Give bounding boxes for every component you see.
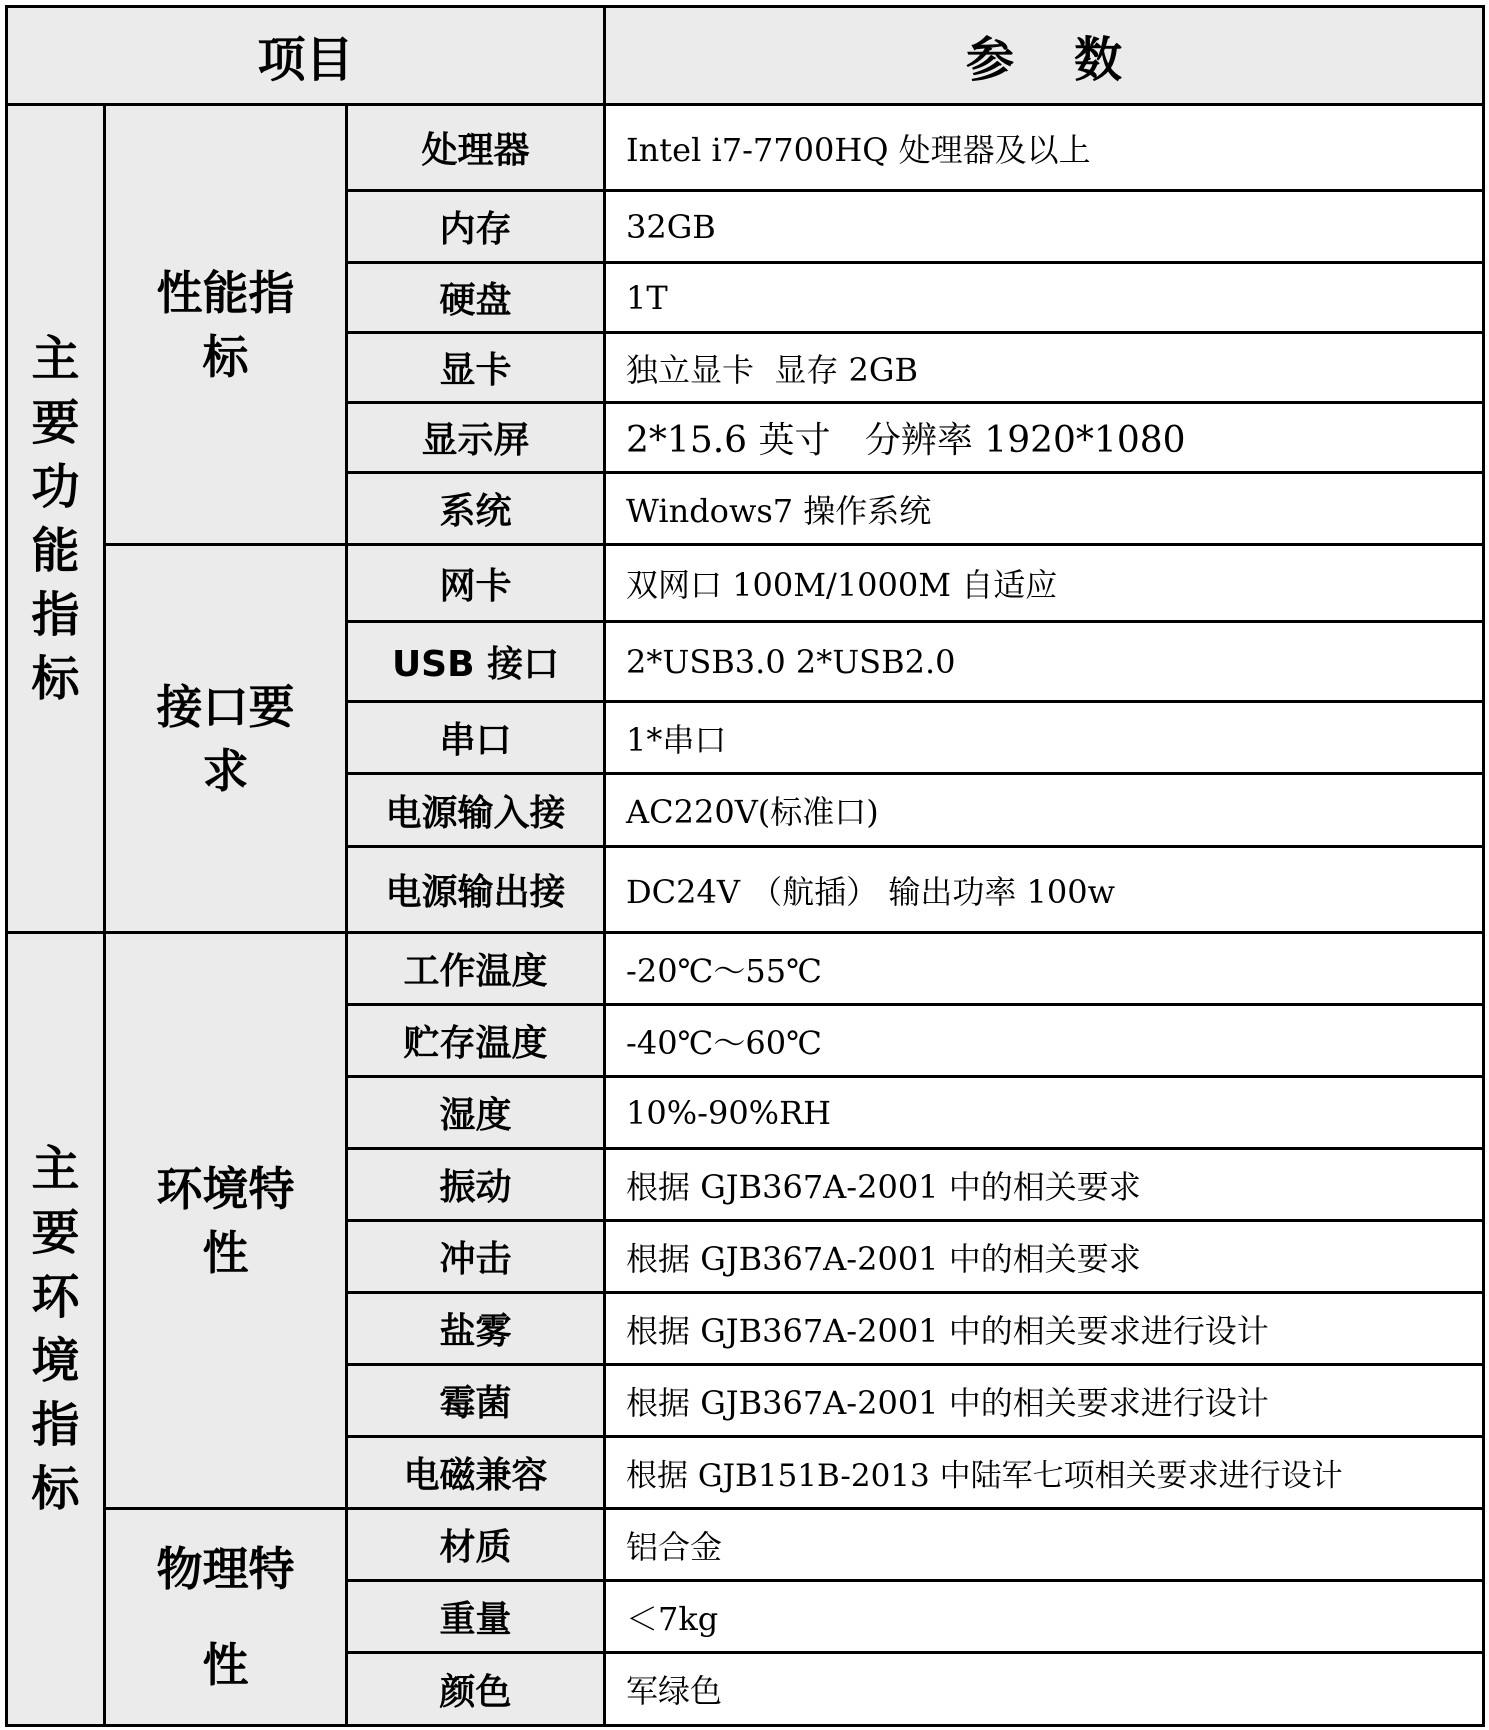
- group-physical: [105, 1509, 347, 1726]
- spec-table: [5, 5, 1485, 1727]
- table-row: [7, 545, 1484, 622]
- group-label: 环境特性: [156, 1161, 295, 1280]
- table-row: [7, 105, 1484, 191]
- value-cell: 10%-90%RH: [605, 1077, 1484, 1149]
- value-cell: Windows7 操作系统: [605, 473, 1484, 545]
- value-cell: 2*USB3.0 2*USB2.0: [605, 622, 1484, 702]
- item-cell: 显示屏: [347, 403, 605, 473]
- header-item-label: 项目: [257, 32, 354, 88]
- group-label: 物理特性: [156, 1542, 295, 1692]
- value-cell: 1*串口: [605, 702, 1484, 774]
- item-cell: 材质: [347, 1509, 605, 1581]
- header-row: [7, 7, 1484, 105]
- value-cell: 根据 GJB367A-2001 中的相关要求: [605, 1149, 1484, 1221]
- item-cell: 电源输入接: [347, 774, 605, 847]
- item-cell: 硬盘: [347, 263, 605, 333]
- group-label: 接口要求: [156, 679, 295, 798]
- item-cell: 霉菌: [347, 1365, 605, 1437]
- table-row: [7, 933, 1484, 1005]
- value-cell: 根据 GJB367A-2001 中的相关要求进行设计: [605, 1293, 1484, 1365]
- value-cell: 1T: [605, 263, 1484, 333]
- item-cell: 振动: [347, 1149, 605, 1221]
- header-item: [7, 7, 605, 105]
- value-cell: 军绿色: [605, 1653, 1484, 1726]
- section-main-function: [7, 105, 105, 933]
- value-cell: AC220V(标准口): [605, 774, 1484, 847]
- item-cell: 冲击: [347, 1221, 605, 1293]
- item-cell: 网卡: [347, 545, 605, 622]
- value-cell: 双网口 100M/1000M 自适应: [605, 545, 1484, 622]
- item-cell: 颜色: [347, 1653, 605, 1726]
- item-cell: 工作温度: [347, 933, 605, 1005]
- group-environment: [105, 933, 347, 1509]
- item-cell: 处理器: [347, 105, 605, 191]
- item-cell: 内存: [347, 191, 605, 263]
- group-performance: [105, 105, 347, 545]
- section-label: 主要功能指标: [31, 330, 80, 707]
- header-param: [605, 7, 1484, 105]
- section-label: 主要环境指标: [31, 1141, 80, 1517]
- value-cell: -20℃～55℃: [605, 933, 1484, 1005]
- group-label: 性能指标: [156, 265, 295, 384]
- value-cell: 铝合金: [605, 1509, 1484, 1581]
- item-cell: 串口: [347, 702, 605, 774]
- table-row: [7, 1509, 1484, 1581]
- header-param-label: 参数: [966, 32, 1183, 88]
- value-cell: 根据 GJB367A-2001 中的相关要求: [605, 1221, 1484, 1293]
- value-cell: -40℃～60℃: [605, 1005, 1484, 1077]
- section-main-environment: [7, 933, 105, 1726]
- item-cell: 系统: [347, 473, 605, 545]
- value-cell: 32GB: [605, 191, 1484, 263]
- item-cell: 电磁兼容: [347, 1437, 605, 1509]
- item-cell: 显卡: [347, 333, 605, 403]
- item-cell: 重量: [347, 1581, 605, 1653]
- value-cell: 独立显卡 显存 2GB: [605, 333, 1484, 403]
- item-cell: 电源输出接: [347, 847, 605, 933]
- item-cell: 贮存温度: [347, 1005, 605, 1077]
- value-cell: DC24V （航插） 输出功率 100w: [605, 847, 1484, 933]
- value-cell: ＜7kg: [605, 1581, 1484, 1653]
- value-cell: 2*15.6 英寸 分辨率 1920*1080: [605, 403, 1484, 473]
- item-cell: USB 接口: [347, 622, 605, 702]
- group-interface: [105, 545, 347, 933]
- item-cell: 湿度: [347, 1077, 605, 1149]
- value-cell: 根据 GJB151B-2013 中陆军七项相关要求进行设计: [605, 1437, 1484, 1509]
- value-cell: 根据 GJB367A-2001 中的相关要求进行设计: [605, 1365, 1484, 1437]
- item-cell: 盐雾: [347, 1293, 605, 1365]
- value-cell: Intel i7-7700HQ 处理器及以上: [605, 105, 1484, 191]
